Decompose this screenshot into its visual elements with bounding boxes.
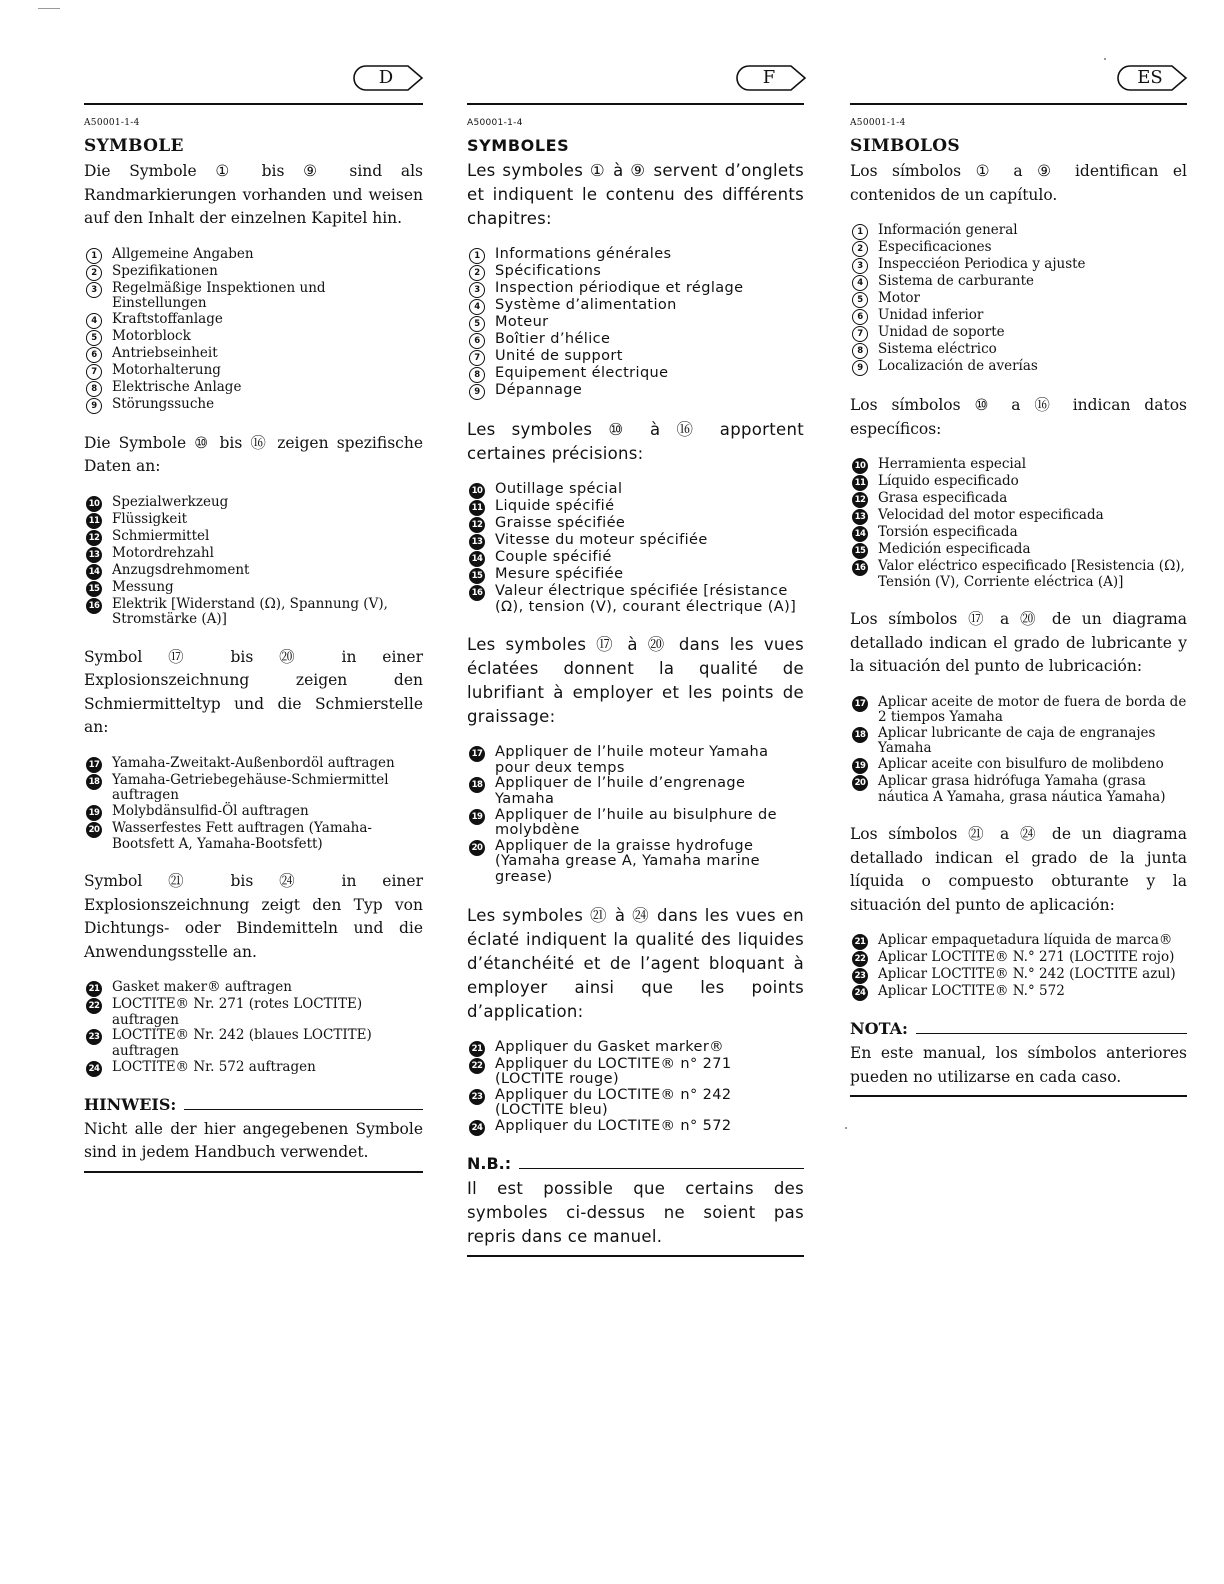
french-column <box>467 118 804 1257</box>
symbol-list-item <box>84 821 423 852</box>
chapter-symbol-list <box>84 247 423 414</box>
note-text: Il est possible que certains des symboles ci-dessus ne soient pas repris dans ce manuel. <box>467 1178 804 1246</box>
circled-number-icon: 23 <box>469 1089 485 1105</box>
symbol-item-text: Aplicar empaquetadura líquida de marca® <box>878 932 1173 949</box>
symbol-item-text: Appliquer du LOCTITE® n° 271 (LOCTITE rouge) <box>495 1055 732 1088</box>
section-title: SYMBOLE <box>84 136 184 156</box>
circled-number-icon: 19 <box>852 758 868 774</box>
note-label: N.B.: <box>467 1153 512 1173</box>
note-bottom-rule <box>467 1255 804 1257</box>
circled-number-icon: 3 <box>852 258 868 274</box>
circled-number-icon: 7 <box>86 364 102 380</box>
symbol-list-item <box>467 315 804 332</box>
symbol-item-text: Aplicar grasa hidrófuga Yamaha (grasa náutica A Yamaha, grasa náutica Yamaha) <box>878 773 1166 805</box>
intro-paragraph: Los símbolos ① a ⑨ identifican el contenidos de un capítulo. <box>850 162 1187 204</box>
symbol-list-item <box>84 264 423 281</box>
symbol-item-text: Equipement électrique <box>495 365 669 381</box>
section-code: A50001-1-4 <box>850 118 906 128</box>
symbol-list-item <box>467 383 804 400</box>
symbol-item-text: Velocidad del motor especificada <box>878 507 1104 523</box>
symbol-item-text: Graisse spécifiée <box>495 515 626 531</box>
note-heading <box>467 1154 804 1173</box>
symbol-list-item <box>850 933 1187 950</box>
circled-number-icon: 23 <box>86 1029 102 1045</box>
circled-number-icon: 2 <box>469 265 485 281</box>
section-title: SYMBOLES <box>467 136 570 155</box>
symbol-item-text: Wasserfestes Fett auftragen (Yamaha-Bootsfett A, Yamaha-Bootsfett) <box>112 820 372 852</box>
symbol-list-item <box>84 580 423 597</box>
circled-number-icon: 20 <box>852 775 868 791</box>
symbol-item-text: Allgemeine Angaben <box>112 245 254 262</box>
circled-number-icon: 12 <box>469 517 485 533</box>
circled-number-icon: 2 <box>86 265 102 281</box>
symbol-list-item <box>84 563 423 580</box>
circled-number-icon: 7 <box>469 350 485 366</box>
circled-number-icon: 24 <box>86 1061 102 1077</box>
symbol-item-text: Spécifications <box>495 263 602 279</box>
symbol-list-item <box>84 495 423 512</box>
symbol-list-item <box>84 1028 423 1059</box>
symbol-list-item <box>850 240 1187 257</box>
circled-number-icon: 16 <box>469 585 485 601</box>
symbol-list-item <box>84 997 423 1028</box>
symbol-item-text: Appliquer du LOCTITE® n° 572 <box>495 1117 732 1134</box>
symbol-list-item <box>84 597 423 628</box>
circled-number-icon: 23 <box>852 968 868 984</box>
symbol-item-text: Motorblock <box>112 327 191 344</box>
symbol-item-text: Appliquer de la graisse hydrofuge (Yamaha grease A, Yamaha marine grease) <box>495 837 760 885</box>
circled-number-icon: 3 <box>469 282 485 298</box>
circled-number-icon: 20 <box>86 822 102 838</box>
note-bottom-rule <box>850 1095 1187 1097</box>
language-badge-fr <box>735 64 807 92</box>
symbol-list-item <box>850 950 1187 967</box>
symbol-list-item <box>84 980 423 997</box>
symbol-item-text: Yamaha-Getriebegehäuse-Schmiermittel auftragen <box>112 771 389 804</box>
circled-number-icon: 18 <box>469 777 485 793</box>
symbol-list-item <box>467 516 804 533</box>
circled-number-icon: 15 <box>86 581 102 597</box>
circled-number-icon: 24 <box>852 985 868 1001</box>
circled-number-icon: 16 <box>852 560 868 576</box>
symbol-list-item <box>850 223 1187 240</box>
symbol-item-text: Herramienta especial <box>878 456 1027 472</box>
circled-number-icon: 6 <box>469 333 485 349</box>
symbol-list-item <box>850 474 1187 491</box>
sealant-intro-paragraph: Symbol ㉑ bis ㉔ in einer Explosionszeichnung zeigt den Typ von Dichtungs- oder Bindemitteln und die Anwendungsstelle an. <box>84 872 423 961</box>
note-heading <box>850 1019 1187 1038</box>
circled-number-icon: 17 <box>852 696 868 712</box>
symbol-item-text: Torsión especificada <box>878 524 1018 540</box>
symbol-list-item <box>467 584 804 615</box>
symbol-item-text: Valeur électrique spécifiée [résistance (Ω), tension (V), courant électrique (A)] <box>495 583 797 615</box>
circled-number-icon: 24 <box>469 1120 485 1136</box>
circled-number-icon: 12 <box>86 530 102 546</box>
symbol-item-text: Flüssigkeit <box>112 510 188 527</box>
symbol-list-item <box>850 291 1187 308</box>
circled-number-icon: 4 <box>86 313 102 329</box>
symbol-list-item <box>467 349 804 366</box>
symbol-list-item <box>850 325 1187 342</box>
symbol-list-item <box>850 491 1187 508</box>
symbol-list-item <box>84 773 423 804</box>
symbol-item-text: Outillage spécial <box>495 481 623 497</box>
symbol-item-text: Störungssuche <box>112 395 215 412</box>
symbol-item-text: Motorhalterung <box>112 361 221 378</box>
section-code: A50001-1-4 <box>84 118 140 128</box>
symbol-item-text: Valor eléctrico especificado [Resistencia (Ω), Tensión (V), Corriente eléctrica (A)] <box>878 558 1185 590</box>
symbol-item-text: Regelmäßige Inspektionen und Einstellungen <box>112 279 326 312</box>
symbol-item-text: LOCTITE® Nr. 271 (rotes LOCTITE) auftragen <box>112 996 363 1028</box>
symbol-list-item <box>84 512 423 529</box>
circled-number-icon: 5 <box>852 292 868 308</box>
symbol-item-text: Système d’alimentation <box>495 297 677 313</box>
symbol-list-item <box>467 482 804 499</box>
language-badge-de <box>352 64 424 92</box>
symbol-list-item <box>850 274 1187 291</box>
symbol-item-text: Kraftstoffanlage <box>112 310 223 327</box>
note-heading-rule <box>184 1109 423 1110</box>
symbol-list-item <box>467 808 804 839</box>
scan-speck <box>1104 58 1106 60</box>
symbol-list-item <box>84 312 423 329</box>
symbol-item-text: Yamaha-Zweitakt-Außenbordöl auftragen <box>112 754 395 771</box>
symbol-item-text: Appliquer de l’huile au bisulphure de molybdène <box>495 806 777 839</box>
lubricant-intro-paragraph: Les symboles ⑰ à ⑳ dans les vues éclatées donnent la qualité de lubrifiant à employer et les points de graissage: <box>467 635 804 727</box>
lubricant-symbol-list <box>84 756 423 852</box>
symbol-list-item <box>84 363 423 380</box>
symbol-item-text: Spezifikationen <box>112 262 218 279</box>
column-top-rule <box>84 103 423 105</box>
symbol-list-item <box>850 559 1187 590</box>
circled-number-icon: 9 <box>469 384 485 400</box>
symbol-list-item <box>467 776 804 807</box>
intro-paragraph: Les symboles ① à ⑨ servent d’onglets et indiquent le contenu des différents chapitres: <box>467 161 804 228</box>
circled-number-icon: 12 <box>852 492 868 508</box>
circled-number-icon: 21 <box>852 934 868 950</box>
symbol-list-item <box>467 1088 804 1119</box>
circled-number-icon: 13 <box>852 509 868 525</box>
symbol-item-text: Motordrehzahl <box>112 544 214 561</box>
symbol-item-text: Moteur <box>495 314 549 330</box>
note-heading <box>84 1095 423 1114</box>
section-code: A50001-1-4 <box>467 118 523 128</box>
symbol-item-text: Unidad inferior <box>878 307 984 323</box>
symbol-item-text: Schmiermittel <box>112 527 210 544</box>
symbol-list-item <box>84 804 423 821</box>
symbol-item-text: Grasa especificada <box>878 490 1008 506</box>
circled-number-icon: 10 <box>86 496 102 512</box>
circled-number-icon: 1 <box>86 248 102 264</box>
symbol-item-text: Aplicar LOCTITE® N.° 242 (LOCTITE azul) <box>878 966 1176 983</box>
symbol-item-text: Elektrische Anlage <box>112 378 242 395</box>
note-heading-rule <box>916 1033 1187 1034</box>
symbol-list-item <box>467 298 804 315</box>
circled-number-icon: 20 <box>469 840 485 856</box>
symbol-list-item <box>467 264 804 281</box>
circled-number-icon: 18 <box>86 774 102 790</box>
circled-number-icon: 8 <box>469 367 485 383</box>
sealant-symbol-list <box>84 980 423 1076</box>
circled-number-icon: 17 <box>469 746 485 762</box>
badge-label: ES <box>1137 67 1163 88</box>
symbol-item-text: Liquide spécifié <box>495 498 615 514</box>
circled-number-icon: 22 <box>86 998 102 1014</box>
symbol-list-item <box>850 726 1187 757</box>
circled-number-icon: 14 <box>469 551 485 567</box>
data-intro-paragraph: Les symboles ⑩ à ⑯ apportent certaines précisions: <box>467 420 804 463</box>
data-intro-paragraph: Los símbolos ⑩ a ⑯ indican datos específicos: <box>850 396 1187 438</box>
symbol-list-item <box>84 380 423 397</box>
note-label: NOTA: <box>850 1019 908 1039</box>
symbol-list-item <box>467 247 804 264</box>
language-badge-es <box>1116 64 1188 92</box>
symbol-item-text: Unité de support <box>495 348 623 364</box>
symbol-item-text: Inspection périodique et réglage <box>495 280 744 296</box>
scan-speck <box>845 1127 847 1129</box>
symbol-item-text: LOCTITE® Nr. 242 (blaues LOCTITE) auftragen <box>112 1027 372 1060</box>
symbol-list-item <box>467 366 804 383</box>
circled-number-icon: 16 <box>86 598 102 614</box>
circled-number-icon: 17 <box>86 757 102 773</box>
circled-number-icon: 9 <box>86 398 102 414</box>
circled-number-icon: 19 <box>86 805 102 821</box>
symbol-item-text: Appliquer du LOCTITE® n° 242 (LOCTITE bleu) <box>495 1086 732 1119</box>
symbol-item-text: Aplicar lubricante de caja de engranajes Yamaha <box>878 724 1156 757</box>
symbol-list-item <box>84 1060 423 1077</box>
symbol-item-text: Aplicar LOCTITE® N.° 271 (LOCTITE rojo) <box>878 949 1175 966</box>
note-text: Nicht alle der hier angegebenen Symbole sind in jedem Handbuch verwendet. <box>84 1119 423 1162</box>
circled-number-icon: 13 <box>86 547 102 563</box>
symbol-list-item <box>850 695 1187 726</box>
symbol-list-item <box>84 397 423 414</box>
circled-number-icon: 3 <box>86 282 102 298</box>
circled-number-icon: 1 <box>469 248 485 264</box>
lubricant-symbol-list <box>850 695 1187 806</box>
sealant-symbol-list <box>850 933 1187 1001</box>
chapter-symbol-list <box>850 223 1187 376</box>
symbol-list-item <box>850 359 1187 376</box>
symbol-item-text: Líquido especificado <box>878 473 1019 489</box>
symbol-list-item <box>467 499 804 516</box>
symbol-item-text: Unidad de soporte <box>878 324 1005 340</box>
symbol-item-text: Appliquer de l’huile moteur Yamaha pour deux temps <box>495 744 769 776</box>
symbol-list-item <box>467 281 804 298</box>
section-title: SIMBOLOS <box>850 136 960 156</box>
circled-number-icon: 19 <box>469 809 485 825</box>
symbol-list-item <box>850 308 1187 325</box>
symbol-list-item <box>467 1057 804 1088</box>
circled-number-icon: 11 <box>852 475 868 491</box>
symbol-item-text: Aplicar aceite con bisulfuro de molibdeno <box>878 756 1164 773</box>
symbol-list-item <box>850 257 1187 274</box>
symbol-list-item <box>84 529 423 546</box>
symbol-item-text: Vitesse du moteur spécifiée <box>495 532 708 548</box>
symbol-item-text: Anzugsdrehmoment <box>112 561 250 578</box>
circled-number-icon: 1 <box>852 224 868 240</box>
circled-number-icon: 18 <box>852 727 868 743</box>
circled-number-icon: 2 <box>852 241 868 257</box>
circled-number-icon: 13 <box>469 534 485 550</box>
symbol-item-text: Motor <box>878 290 920 306</box>
sealant-intro-paragraph: Los símbolos ㉑ a ㉔ de un diagrama detallado indican el grado de la junta líquida o compuesto obturante y la situación del punto de aplicación: <box>850 825 1187 914</box>
symbol-item-text: Sistema eléctrico <box>878 341 997 357</box>
symbol-item-text: Gasket maker® auftragen <box>112 979 292 996</box>
spanish-column <box>850 118 1187 1097</box>
column-top-rule <box>850 103 1187 105</box>
circled-number-icon: 14 <box>86 564 102 580</box>
symbol-list-item <box>84 281 423 312</box>
symbol-list-item <box>467 839 804 886</box>
symbol-item-text: Inspecciéon Periodica y ajuste <box>878 256 1086 272</box>
data-intro-paragraph: Die Symbole ⑩ bis ⑯ zeigen spezifische Daten an: <box>84 433 423 476</box>
symbol-list-item <box>84 346 423 363</box>
symbol-item-text: Elektrik [Widerstand (Ω), Spannung (V), Stromstärke (A)] <box>112 595 388 628</box>
data-symbol-list <box>850 457 1187 590</box>
circled-number-icon: 10 <box>469 483 485 499</box>
symbol-item-text: Spezialwerkzeug <box>112 493 229 510</box>
circled-number-icon: 8 <box>852 343 868 359</box>
symbol-item-text: Appliquer du Gasket marker® <box>495 1038 725 1055</box>
symbol-list-item <box>850 774 1187 805</box>
symbol-list-item <box>850 542 1187 559</box>
circled-number-icon: 11 <box>469 500 485 516</box>
sealant-intro-paragraph: Les symboles ㉑ à ㉔ dans les vues en éclaté indiquent la qualité des liquides d’étanchéité et de l’agent bloquant à employer ainsi que les points d’application: <box>467 905 804 1021</box>
symbol-list-item <box>467 1040 804 1057</box>
data-symbol-list <box>467 482 804 615</box>
circled-number-icon: 4 <box>852 275 868 291</box>
circled-number-icon: 10 <box>852 458 868 474</box>
symbol-list-item <box>850 342 1187 359</box>
symbol-item-text: Appliquer de l’huile d’engrenage Yamaha <box>495 775 746 807</box>
symbol-list-item <box>850 508 1187 525</box>
symbol-item-text: Couple spécifié <box>495 549 612 565</box>
note-bottom-rule <box>84 1171 423 1173</box>
note-label: HINWEIS: <box>84 1094 177 1114</box>
circled-number-icon: 9 <box>852 360 868 376</box>
symbol-list-item <box>850 984 1187 1001</box>
symbol-item-text: LOCTITE® Nr. 572 auftragen <box>112 1058 316 1075</box>
circled-number-icon: 6 <box>86 347 102 363</box>
data-symbol-list <box>84 495 423 628</box>
circled-number-icon: 7 <box>852 326 868 342</box>
symbol-list-item <box>84 546 423 563</box>
intro-paragraph: Die Symbole ① bis ⑨ sind als Randmarkierungen vorhanden und weisen auf den Inhalt der einzelnen Kapitel hin. <box>84 162 423 227</box>
symbol-list-item <box>850 967 1187 984</box>
circled-number-icon: 5 <box>86 330 102 346</box>
lubricant-intro-paragraph: Symbol ⑰ bis ⑳ in einer Explosionszeichnung zeigen den Schmiermitteltyp und die Schmierstelle an: <box>84 647 423 737</box>
symbol-item-text: Messung <box>112 578 174 595</box>
circled-number-icon: 11 <box>86 513 102 529</box>
symbol-item-text: Localización de averías <box>878 358 1038 374</box>
circled-number-icon: 22 <box>852 951 868 967</box>
note-text: En este manual, los símbolos anteriores pueden no utilizarse en cada caso. <box>850 1044 1187 1086</box>
chapter-symbol-list <box>467 247 804 400</box>
circled-number-icon: 4 <box>469 299 485 315</box>
circled-number-icon: 6 <box>852 309 868 325</box>
symbol-item-text: Aplicar LOCTITE® N.° 572 <box>878 983 1065 1000</box>
symbol-item-text: Molybdänsulfid-Öl auftragen <box>112 803 309 820</box>
symbol-item-text: Dépannage <box>495 382 583 398</box>
symbol-item-text: Informations générales <box>495 246 672 262</box>
symbol-item-text: Boîtier d’hélice <box>495 331 611 347</box>
corner-crop-mark <box>38 8 60 9</box>
symbol-list-item <box>467 533 804 550</box>
symbol-item-text: Medición especificada <box>878 541 1031 557</box>
symbol-item-text: Antriebseinheit <box>112 344 218 361</box>
symbol-list-item <box>84 756 423 773</box>
circled-number-icon: 5 <box>469 316 485 332</box>
symbol-list-item <box>850 457 1187 474</box>
symbol-item-text: Aplicar aceite de motor de fuera de borda de 2 tiempos Yamaha <box>878 693 1187 726</box>
symbol-item-text: Información general <box>878 222 1018 238</box>
symbol-list-item <box>850 525 1187 542</box>
symbol-list-item <box>467 567 804 584</box>
symbol-item-text: Mesure spécifiée <box>495 566 624 582</box>
circled-number-icon: 15 <box>469 568 485 584</box>
badge-label: F <box>762 67 776 88</box>
symbol-list-item <box>84 329 423 346</box>
circled-number-icon: 21 <box>469 1041 485 1057</box>
circled-number-icon: 22 <box>469 1058 485 1074</box>
circled-number-icon: 8 <box>86 381 102 397</box>
symbol-list-item <box>467 1119 804 1136</box>
sealant-symbol-list <box>467 1040 804 1136</box>
symbol-list-item <box>467 550 804 567</box>
note-heading-rule <box>519 1168 804 1169</box>
circled-number-icon: 14 <box>852 526 868 542</box>
symbol-list-item <box>850 757 1187 774</box>
symbol-list-item <box>467 745 804 776</box>
lubricant-intro-paragraph: Los símbolos ⑰ a ⑳ de un diagrama detallado indican el grado de lubricante y la situación del punto de lubricación: <box>850 610 1187 676</box>
circled-number-icon: 21 <box>86 981 102 997</box>
symbol-list-item <box>84 247 423 264</box>
lubricant-symbol-list <box>467 745 804 885</box>
german-column <box>84 118 423 1173</box>
symbol-item-text: Sistema de carburante <box>878 273 1034 289</box>
circled-number-icon: 15 <box>852 543 868 559</box>
symbol-item-text: Especificaciones <box>878 239 992 255</box>
column-top-rule <box>467 103 804 105</box>
symbol-list-item <box>467 332 804 349</box>
badge-label: D <box>378 67 394 88</box>
